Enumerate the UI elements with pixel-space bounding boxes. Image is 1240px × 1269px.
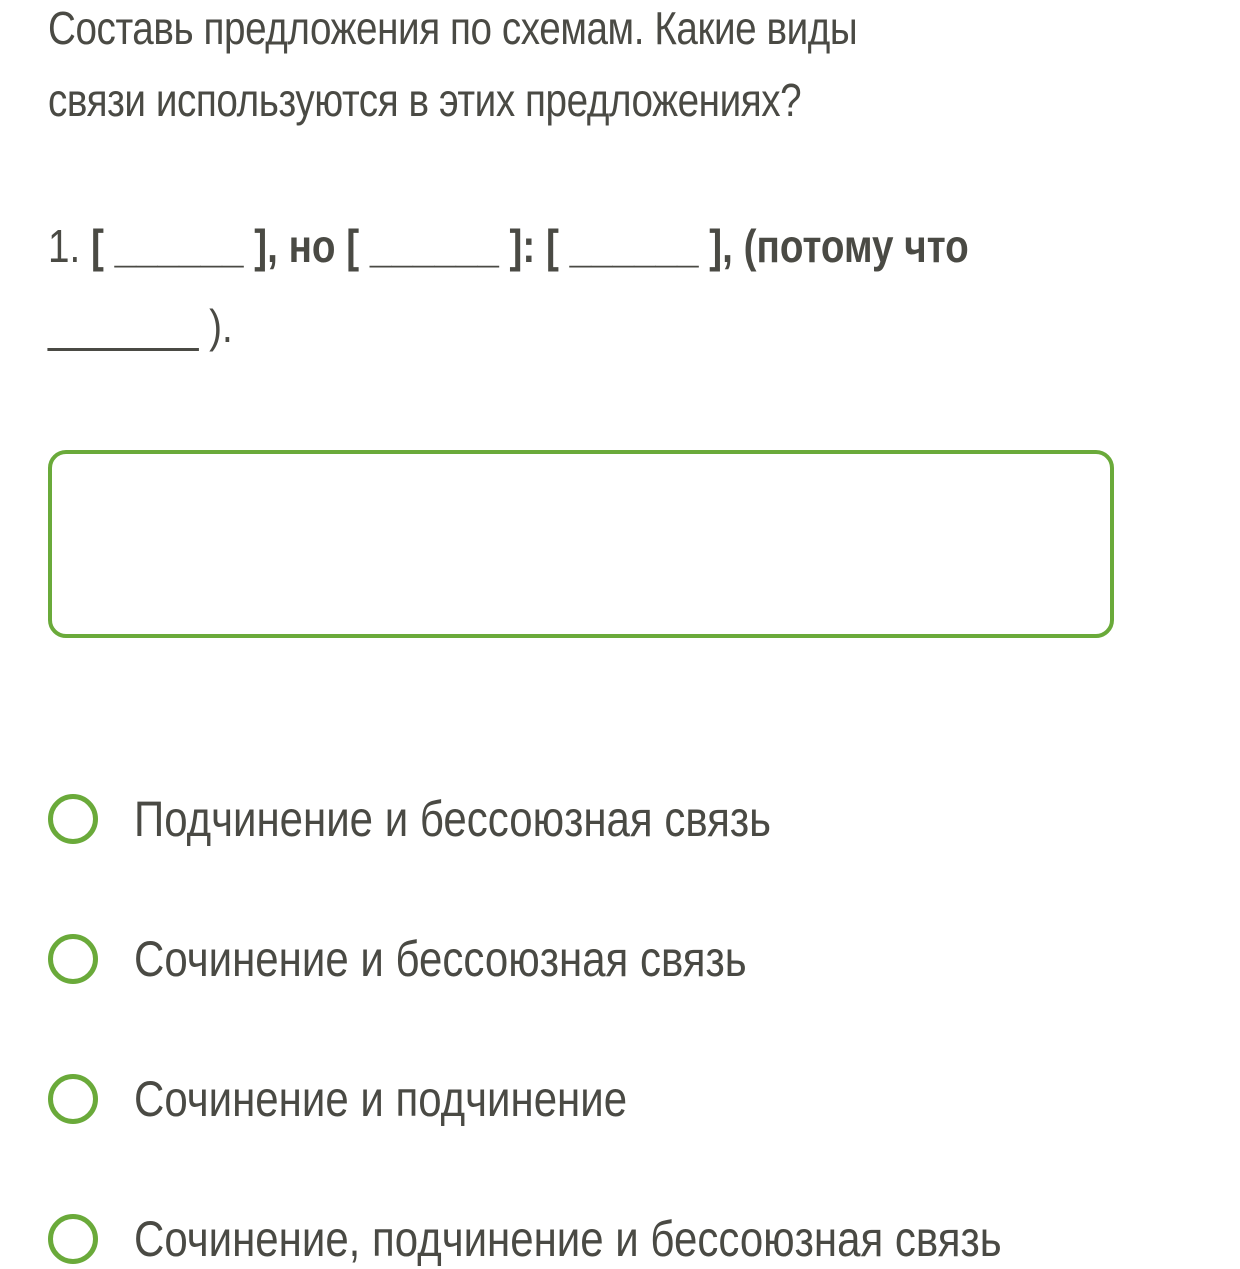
option-coordination-subordination[interactable]: [48, 1069, 721, 1129]
radio-circle-icon[interactable]: [48, 794, 98, 844]
option-all-three[interactable]: [48, 1209, 1167, 1269]
question-text: [48, 0, 1148, 136]
question-line-2: связи используются в этих предложениях?: [48, 74, 802, 126]
answer-text-field[interactable]: [48, 450, 1114, 638]
option-coordination-asyndeton[interactable]: [48, 929, 863, 989]
scheme-line-1: [48, 206, 1148, 286]
radio-circle-icon[interactable]: [48, 1214, 98, 1264]
option-label: Сочинение и бессоюзная связь: [134, 931, 747, 987]
option-label: Сочинение, подчинение и бессоюзная связь: [134, 1211, 1002, 1267]
option-label: Подчинение и бессоюзная связь: [134, 791, 772, 847]
option-label: Сочинение и подчинение: [134, 1071, 628, 1127]
sentence-scheme: [48, 206, 1148, 366]
radio-circle-icon[interactable]: [48, 1074, 98, 1124]
scheme-number: 1.: [48, 220, 81, 272]
scheme-body: [ ______ ], но [ ______ ]: [ ______ ], (потому что: [80, 220, 969, 272]
option-subordination-asyndeton[interactable]: [48, 789, 892, 849]
scheme-tail: _______ ).: [48, 300, 233, 352]
question-line-1: Составь предложения по схемам. Какие виды: [48, 2, 858, 54]
radio-circle-icon[interactable]: [48, 934, 98, 984]
